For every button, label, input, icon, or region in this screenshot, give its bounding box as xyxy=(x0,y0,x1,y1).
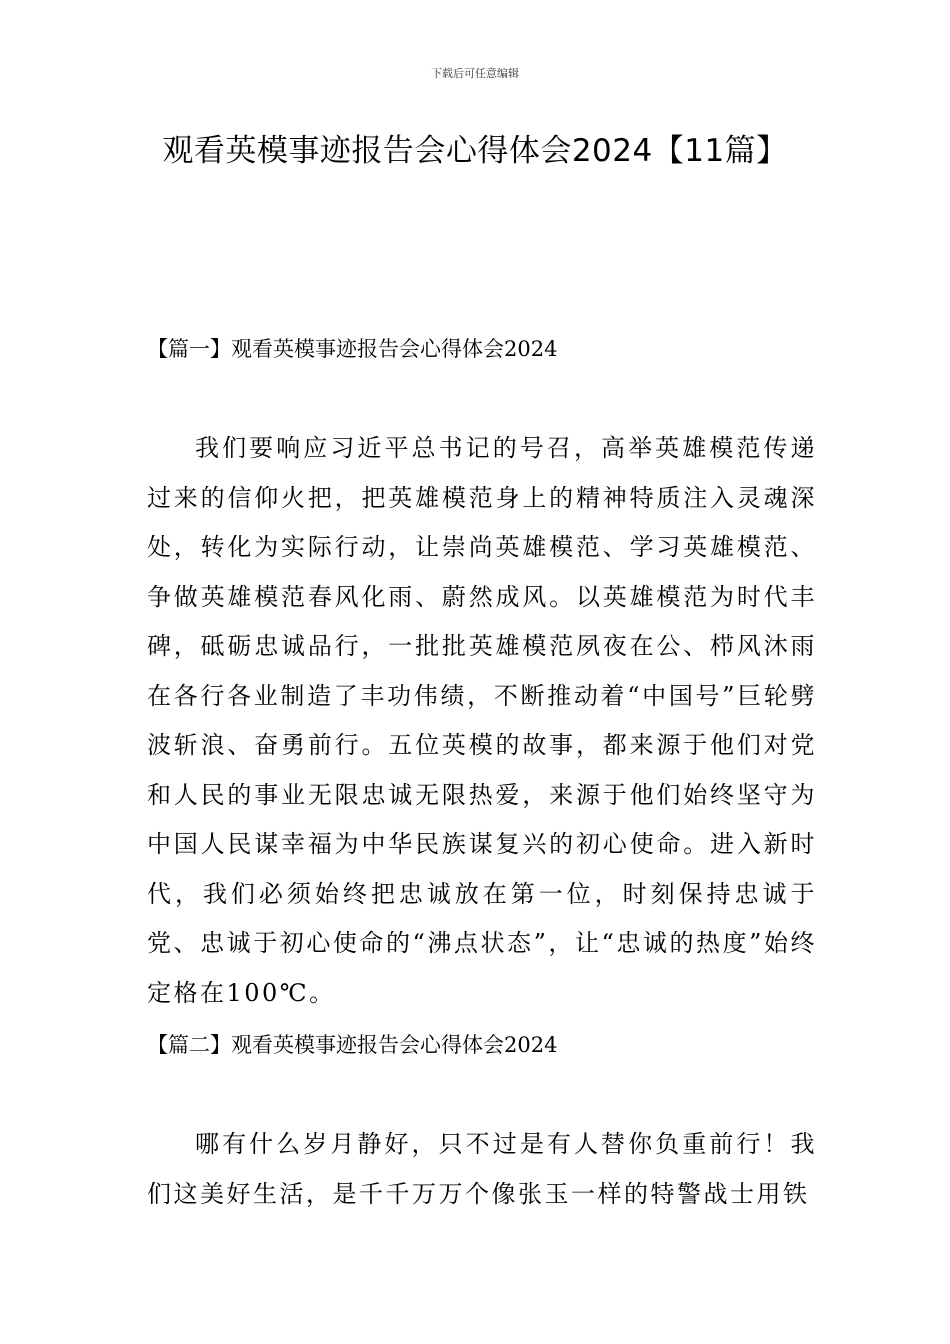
header-note: 下载后可任意编辑 xyxy=(431,67,519,80)
section-1-paragraph: 我们要响应习近平总书记的号召，高举英雄模范传递过来的信仰火把，把英雄模范身上的精神特质注入灵魂深处，转化为实际行动，让崇尚英雄模范、学习英雄模范、争做英雄模范春风化雨、蔚然成风。以英雄模范为时代丰碑，砥砺忠诚品行，一批批英雄模范夙夜在公、栉风沐雨在各行各业制造了丰功伟绩，不断推动着“中国号”巨轮劈波斩浪、奋勇前行。五位英模的故事，都来源于他们对党和人民的事业无限忠诚无限热爱，来源于他们始终坚守为中国人民谋幸福为中华民族谋复兴的初心使命。进入新时代，我们必须始终把忠诚放在第一位，时刻保持忠诚于党、忠诚于初心使命的“沸点状态”，让“忠诚的热度”始终定格在100℃。 xyxy=(147,434,817,1007)
document-title: 观看英模事迹报告会心得体会2024【11篇】 xyxy=(162,133,788,169)
section-2-paragraph: 哪有什么岁月静好，只不过是有人替你负重前行！我们这美好生活，是千千万万个像张玉一样的特警战士用铁 xyxy=(147,1130,817,1208)
section-1-heading: 【篇一】观看英模事迹报告会心得体会2024 xyxy=(147,337,558,361)
section-2-heading: 【篇二】观看英模事迹报告会心得体会2024 xyxy=(147,1033,558,1057)
